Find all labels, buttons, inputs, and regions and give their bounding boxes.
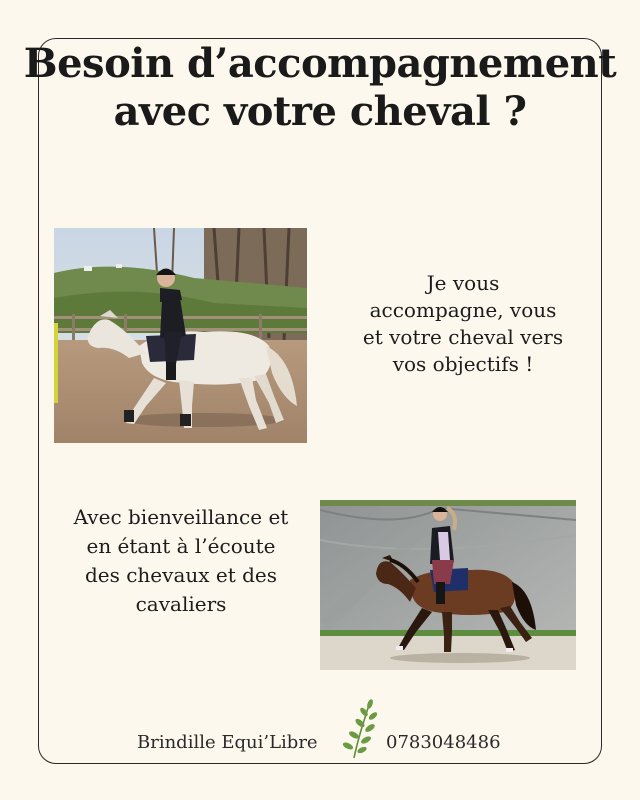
care-line-1: Avec bienveillance et: [73, 505, 289, 529]
accompaniment-line-1: Je vous: [426, 271, 500, 295]
photo-bay-horse-rider: [320, 500, 576, 670]
page-title: [0, 40, 640, 136]
leaf-sprig-icon: [340, 698, 382, 760]
phone-number: 0783048486: [386, 732, 501, 753]
care-line-4: cavaliers: [135, 592, 227, 616]
accompaniment-line-3: et votre cheval vers: [362, 325, 564, 349]
title-line-1: Besoin d’accompagnement: [23, 40, 617, 87]
care-message: [40, 503, 322, 619]
photo-white-horse-rider: [54, 228, 307, 443]
accompaniment-message: [318, 270, 608, 378]
business-name: Brindille Equi’Libre: [137, 732, 318, 753]
accompaniment-line-2: accompagne, vous: [369, 298, 557, 322]
care-line-3: des chevaux et des: [84, 563, 278, 587]
title-line-2: avec votre cheval ?: [113, 88, 527, 135]
care-line-2: en étant à l’écoute: [86, 534, 276, 558]
accompaniment-line-4: vos objectifs !: [392, 352, 534, 376]
